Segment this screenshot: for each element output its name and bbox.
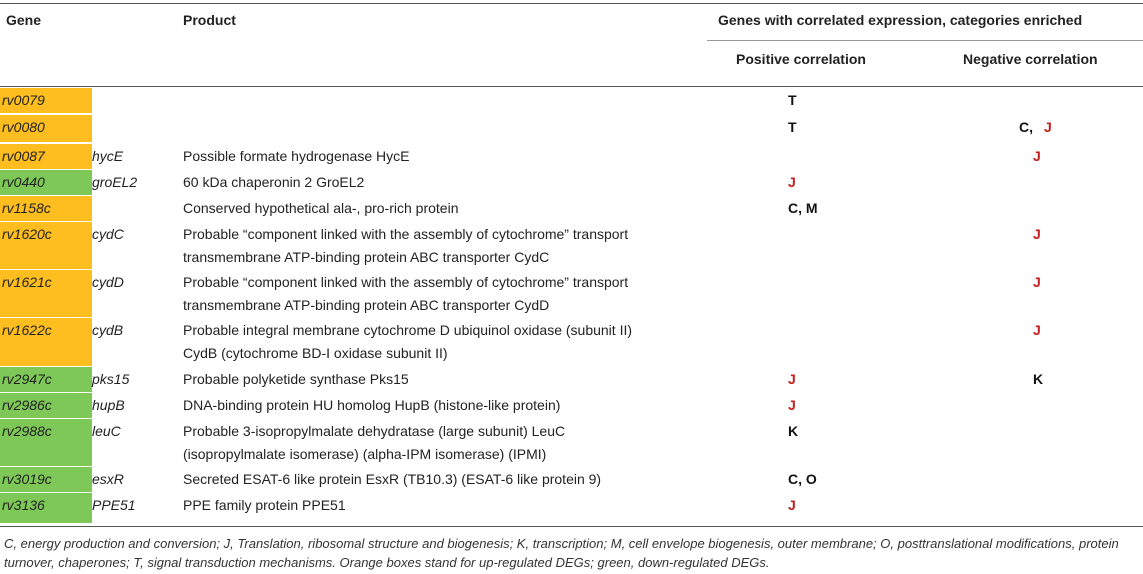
gene-name: leuC (92, 423, 121, 439)
gene-id: rv0079 (2, 92, 45, 108)
header-product: Product (183, 12, 236, 28)
product-line-1: PPE family protein PPE51 (183, 497, 346, 513)
gene-name: hupB (92, 397, 125, 413)
product-line-1: Probable 3-isopropylmalate dehydratase (large subunit) LeuC (183, 423, 566, 439)
gene-name: hycE (92, 148, 124, 164)
negative-category-j: J (1033, 274, 1041, 290)
product-line-1: 60 kDa chaperonin 2 GroEL2 (183, 174, 365, 190)
product-line-1: Secreted ESAT-6 like protein EsxR (TB10.3) (ESAT-6 like protein 9) (183, 471, 602, 487)
negative-category-j: J (1033, 226, 1041, 242)
header-positive: Positive correlation (736, 51, 866, 67)
gene-id: rv2988c (2, 423, 52, 439)
negative-category-j: J (1044, 119, 1052, 135)
positive-categories: T (788, 119, 797, 135)
product-line-2: transmembrane ATP-binding protein ABC transporter CydD (183, 297, 550, 313)
gene-name: PPE51 (92, 497, 136, 513)
header-negative: Negative correlation (963, 51, 1098, 67)
positive-categories: J (788, 174, 796, 190)
product-line-2: CydB (cytochrome BD-I oxidase subunit II) (183, 345, 448, 361)
header-gene: Gene (6, 12, 42, 28)
positive-categories: J (788, 371, 796, 387)
positive-categories: T (788, 92, 797, 108)
product-line-2: transmembrane ATP-binding protein ABC transporter CydC (183, 249, 550, 265)
gene-id: rv2947c (2, 371, 52, 387)
product-line-1: Probable integral membrane cytochrome D ubiquinol oxidase (subunit II) (183, 322, 633, 338)
gene-id: rv0087 (2, 148, 45, 164)
gene-id: rv2986c (2, 397, 52, 413)
gene-id: rv3019c (2, 471, 52, 487)
product-line-1: Probable polyketide synthase Pks15 (183, 371, 409, 387)
gene-name: cydD (92, 274, 124, 290)
gene-name: esxR (92, 471, 124, 487)
header-bottom-rule (0, 86, 1143, 87)
gene-id: rv0080 (2, 119, 45, 135)
gene-id: rv1621c (2, 274, 52, 290)
positive-categories: K (788, 423, 799, 439)
product-line-1: Possible formate hydrogenase HycE (183, 148, 410, 164)
gene-name: cydC (92, 226, 124, 242)
gene-id: rv1622c (2, 322, 52, 338)
negative-category-j: J (1033, 148, 1041, 164)
negative-categories: K (1033, 371, 1044, 387)
table-bottom-rule (0, 526, 1143, 527)
gene-id: rv0440 (2, 174, 45, 190)
gene-id: rv1620c (2, 226, 52, 242)
product-line-2: (isopropylmalate isomerase) (alpha-IPM isomerase) (IPMI) (183, 446, 547, 462)
header-correlated-group: Genes with correlated expression, categories enriched (718, 12, 1083, 28)
product-line-1: Probable “component linked with the assembly of cytochrome” transport (183, 274, 629, 290)
group-rule (707, 40, 1143, 41)
gene-name: pks15 (92, 371, 130, 387)
product-line-1: DNA-binding protein HU homolog HupB (histone-like protein) (183, 397, 561, 413)
positive-categories: J (788, 497, 796, 513)
gene-id: rv3136 (2, 497, 45, 513)
product-line-1: Probable “component linked with the assembly of cytochrome” transport (183, 226, 629, 242)
gene-name: cydB (92, 322, 124, 338)
footnote: C, energy production and conversion; J, Translation, ribosomal structure and biogenesis; K, transcription; M, cell envelope biogenesis, outer membrane; O, posttranslational modifications, protein turnover, chaperones; T, signal transduction mechanisms. Orange boxes stand for up-regulated DEGs; green, down-regulated DEGs. (4, 536, 1119, 570)
positive-categories: C, M (788, 200, 818, 216)
product-line-1: Conserved hypothetical ala-, pro-rich protein (183, 200, 459, 216)
gene-name: groEL2 (92, 174, 138, 190)
positive-categories: J (788, 397, 796, 413)
positive-categories: C, O (788, 471, 817, 487)
negative-categories: C, (1019, 119, 1033, 135)
top-rule (0, 3, 1143, 4)
negative-category-j: J (1033, 322, 1041, 338)
gene-id: rv1158c (2, 200, 51, 216)
